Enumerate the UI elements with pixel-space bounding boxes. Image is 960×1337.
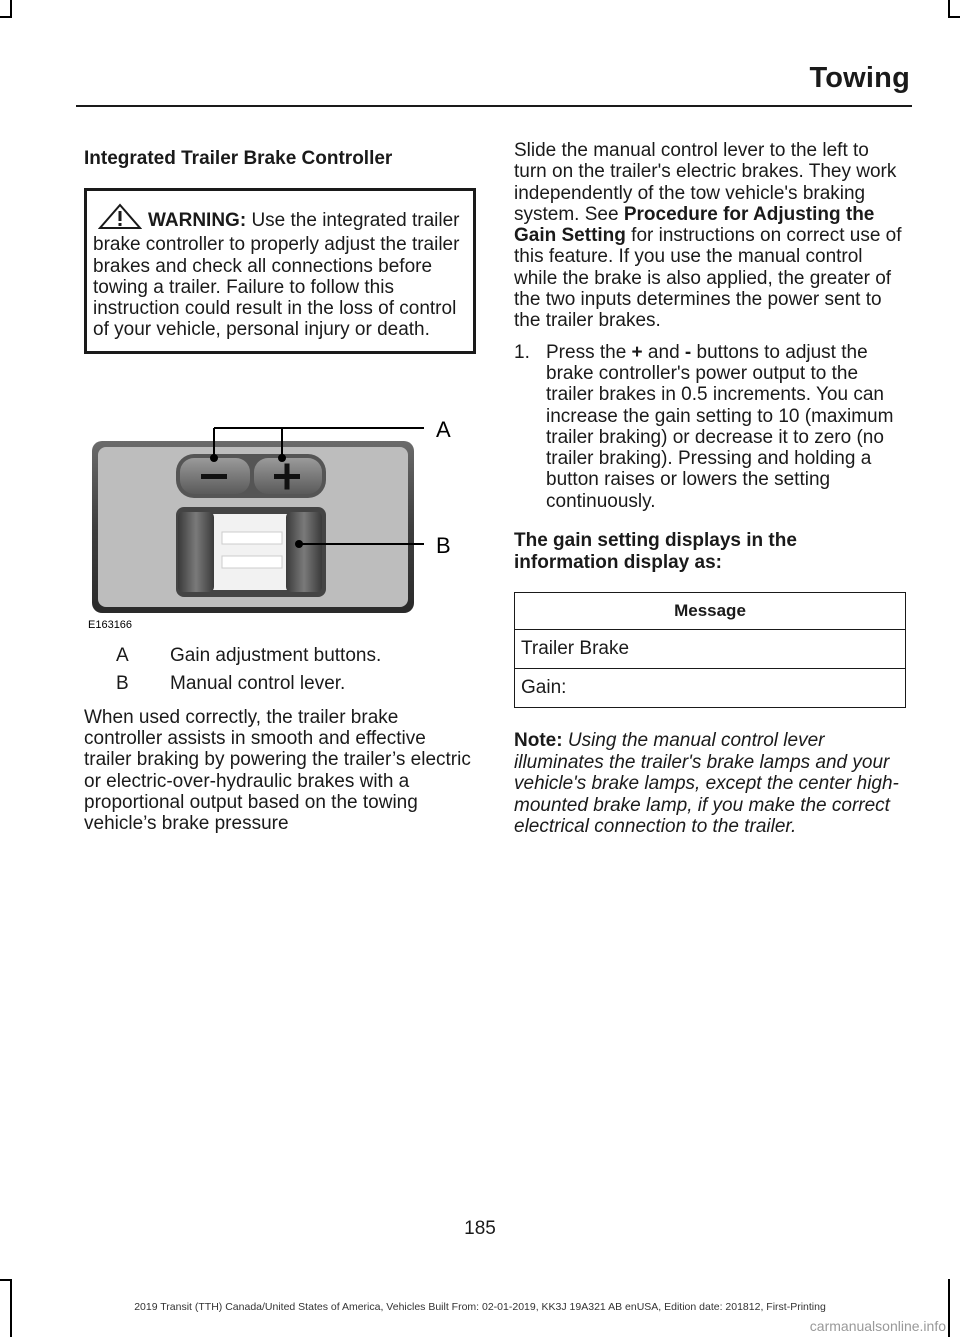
warning-label: WARNING:: [148, 210, 247, 231]
note: [514, 730, 906, 838]
instructions-paragraph: [514, 140, 906, 332]
legend-text: Gain adjustment buttons.: [170, 644, 382, 666]
description-paragraph: When used correctly, the trailer brake controller assists in smooth and effective trailer braking by powering the trailer’s electric or electric-over-hydraulic brakes with a proportional output based on the towing vehicle’s brake pressure: [84, 706, 471, 835]
list-text-part: buttons to adjust the brake controller's power output to the trailer brakes in 0.5 increments. You can increase the gain setting to 10 (maximum trailer braking) or decrease it to zero (no trailer braking). Pressing and holding a button raises or lowers the setting continuously.: [546, 341, 894, 512]
list-item: [514, 342, 906, 512]
note-text: Using the manual control lever illuminates the trailer's brake lamps and your vehicle's brake lamps, except the center high-mounted brake lamp, if you make the correct electrical connection to the trailer.: [514, 730, 899, 838]
legend-key: B: [116, 672, 129, 694]
table-header: Message: [515, 593, 906, 630]
figure-code: E163166: [88, 618, 133, 631]
table-row: [515, 630, 906, 669]
list-text-part: and: [642, 341, 685, 363]
warning-triangle-icon: [98, 203, 142, 234]
cross-reference-link[interactable]: Procedure for Adjusting the Gain Setting: [514, 203, 875, 247]
control-lever-icon: [176, 507, 326, 597]
legend-row: [84, 645, 474, 667]
crop-mark: [0, 1279, 12, 1281]
header-divider: [76, 105, 912, 107]
legend-row: [84, 673, 474, 695]
gain-display-heading: The gain setting displays in the information display as:: [514, 530, 797, 574]
page-footer: 2019 Transit (TTH) Canada/United States of America, Vehicles Built From: 02-01-2019, KK3J 19A321 AB enUSA, Edition date: 201812, First-Printing: [134, 1301, 826, 1313]
paragraph-text: Slide the manual control lever to the left to turn on the trailer's electric brakes. They work independently of the tow vehicle's braking system. See: [514, 140, 897, 225]
plus-button-icon: [254, 458, 322, 494]
table-cell: Gain:: [515, 669, 906, 708]
page-number: 185: [464, 1218, 496, 1239]
brake-controller-figure: [84, 396, 474, 631]
plus-symbol: +: [631, 341, 643, 363]
message-table: [514, 592, 906, 708]
page-title: Towing: [809, 62, 910, 94]
figure-legend: [84, 645, 474, 695]
legend-key: A: [116, 644, 129, 666]
minus-symbol: -: [684, 341, 692, 363]
warning-box: [84, 188, 476, 354]
list-number: 1.: [514, 341, 530, 363]
list-text-part: Press the: [546, 341, 632, 363]
minus-button-icon: [180, 458, 250, 494]
gain-buttons: [176, 454, 326, 498]
legend-text: Manual control lever.: [170, 672, 346, 694]
crop-mark: [0, 16, 12, 18]
right-column: [514, 140, 906, 838]
callout-b: B: [436, 532, 451, 558]
watermark: carmanualsonline.info: [809, 1318, 946, 1334]
section-heading: Integrated Trailer Brake Controller: [84, 148, 393, 169]
note-label: Note:: [514, 730, 563, 752]
table-header-row: [515, 593, 906, 630]
list-text: [546, 342, 906, 512]
table-row: [515, 669, 906, 708]
paragraph-text: for instructions on correct use of this feature. If you use the manual control while the brake is also applied, the greater of the two inputs determines the power sent to the trailer brakes.: [514, 225, 902, 332]
table-cell: Trailer Brake: [515, 630, 906, 669]
callout-a: A: [436, 416, 451, 442]
crop-mark: [948, 16, 960, 18]
left-column: [84, 140, 474, 835]
warning-text: Use the integrated trailer brake controller to properly adjust the trailer brakes and check all connections before towing a trailer. Failure to follow this instruction could result in the loss of control of your vehicle, personal injury or death.: [93, 210, 460, 341]
